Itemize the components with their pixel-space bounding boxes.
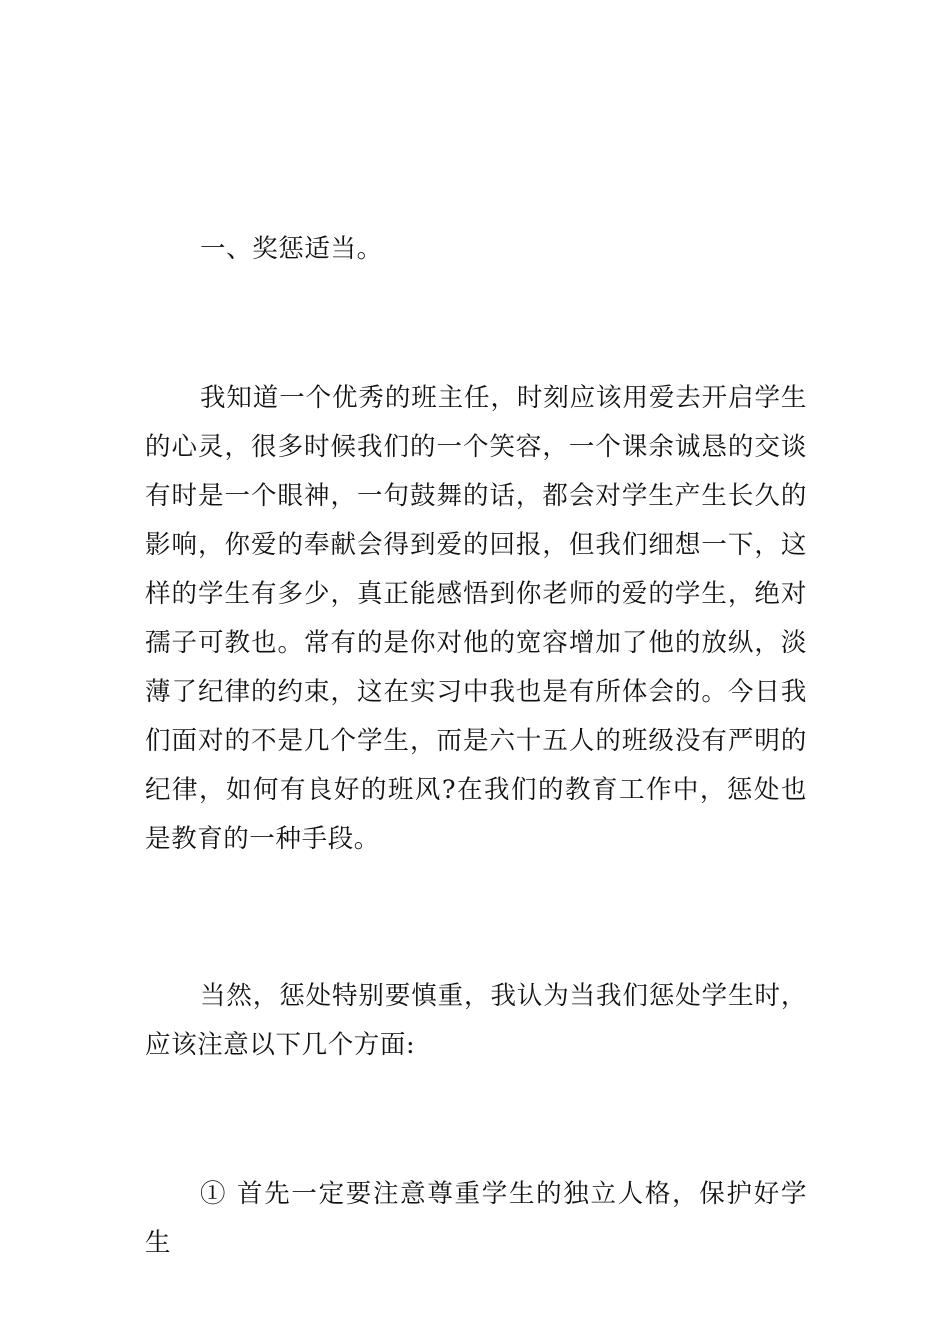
section-heading: 一、奖惩适当。 bbox=[200, 234, 383, 264]
body-paragraph: 我知道一个优秀的班主任，时刻应该用爱去开启学生的心灵，很多时候我们的一个笑容，一个课余诚恳的交谈有时是一个眼神，一句鼓舞的话，都会对学生产生长久的影响，你爱的奉献会得到爱的回报，但我们细想一下，这样的学生有多少，真正能感悟到你老师的爱的学生，绝对孺子可教也。常有的是你对他的宽容增加了他的放纵，淡薄了纪律的约束，这在实习中我也是有所体会的。今日我们面对的不是几个学生，而是六十五人的班级没有严明的纪律，如何有良好的班风?在我们的教育工作中，惩处也是教育的一种手段。 bbox=[145, 383, 807, 854]
list-item-paragraph: ① 首先一定要注意尊重学生的独立人格，保护好学生 bbox=[145, 1179, 807, 1258]
body-paragraph: 当然，惩处特别要慎重，我认为当我们惩处学生时，应该注意以下几个方面: bbox=[145, 981, 807, 1060]
